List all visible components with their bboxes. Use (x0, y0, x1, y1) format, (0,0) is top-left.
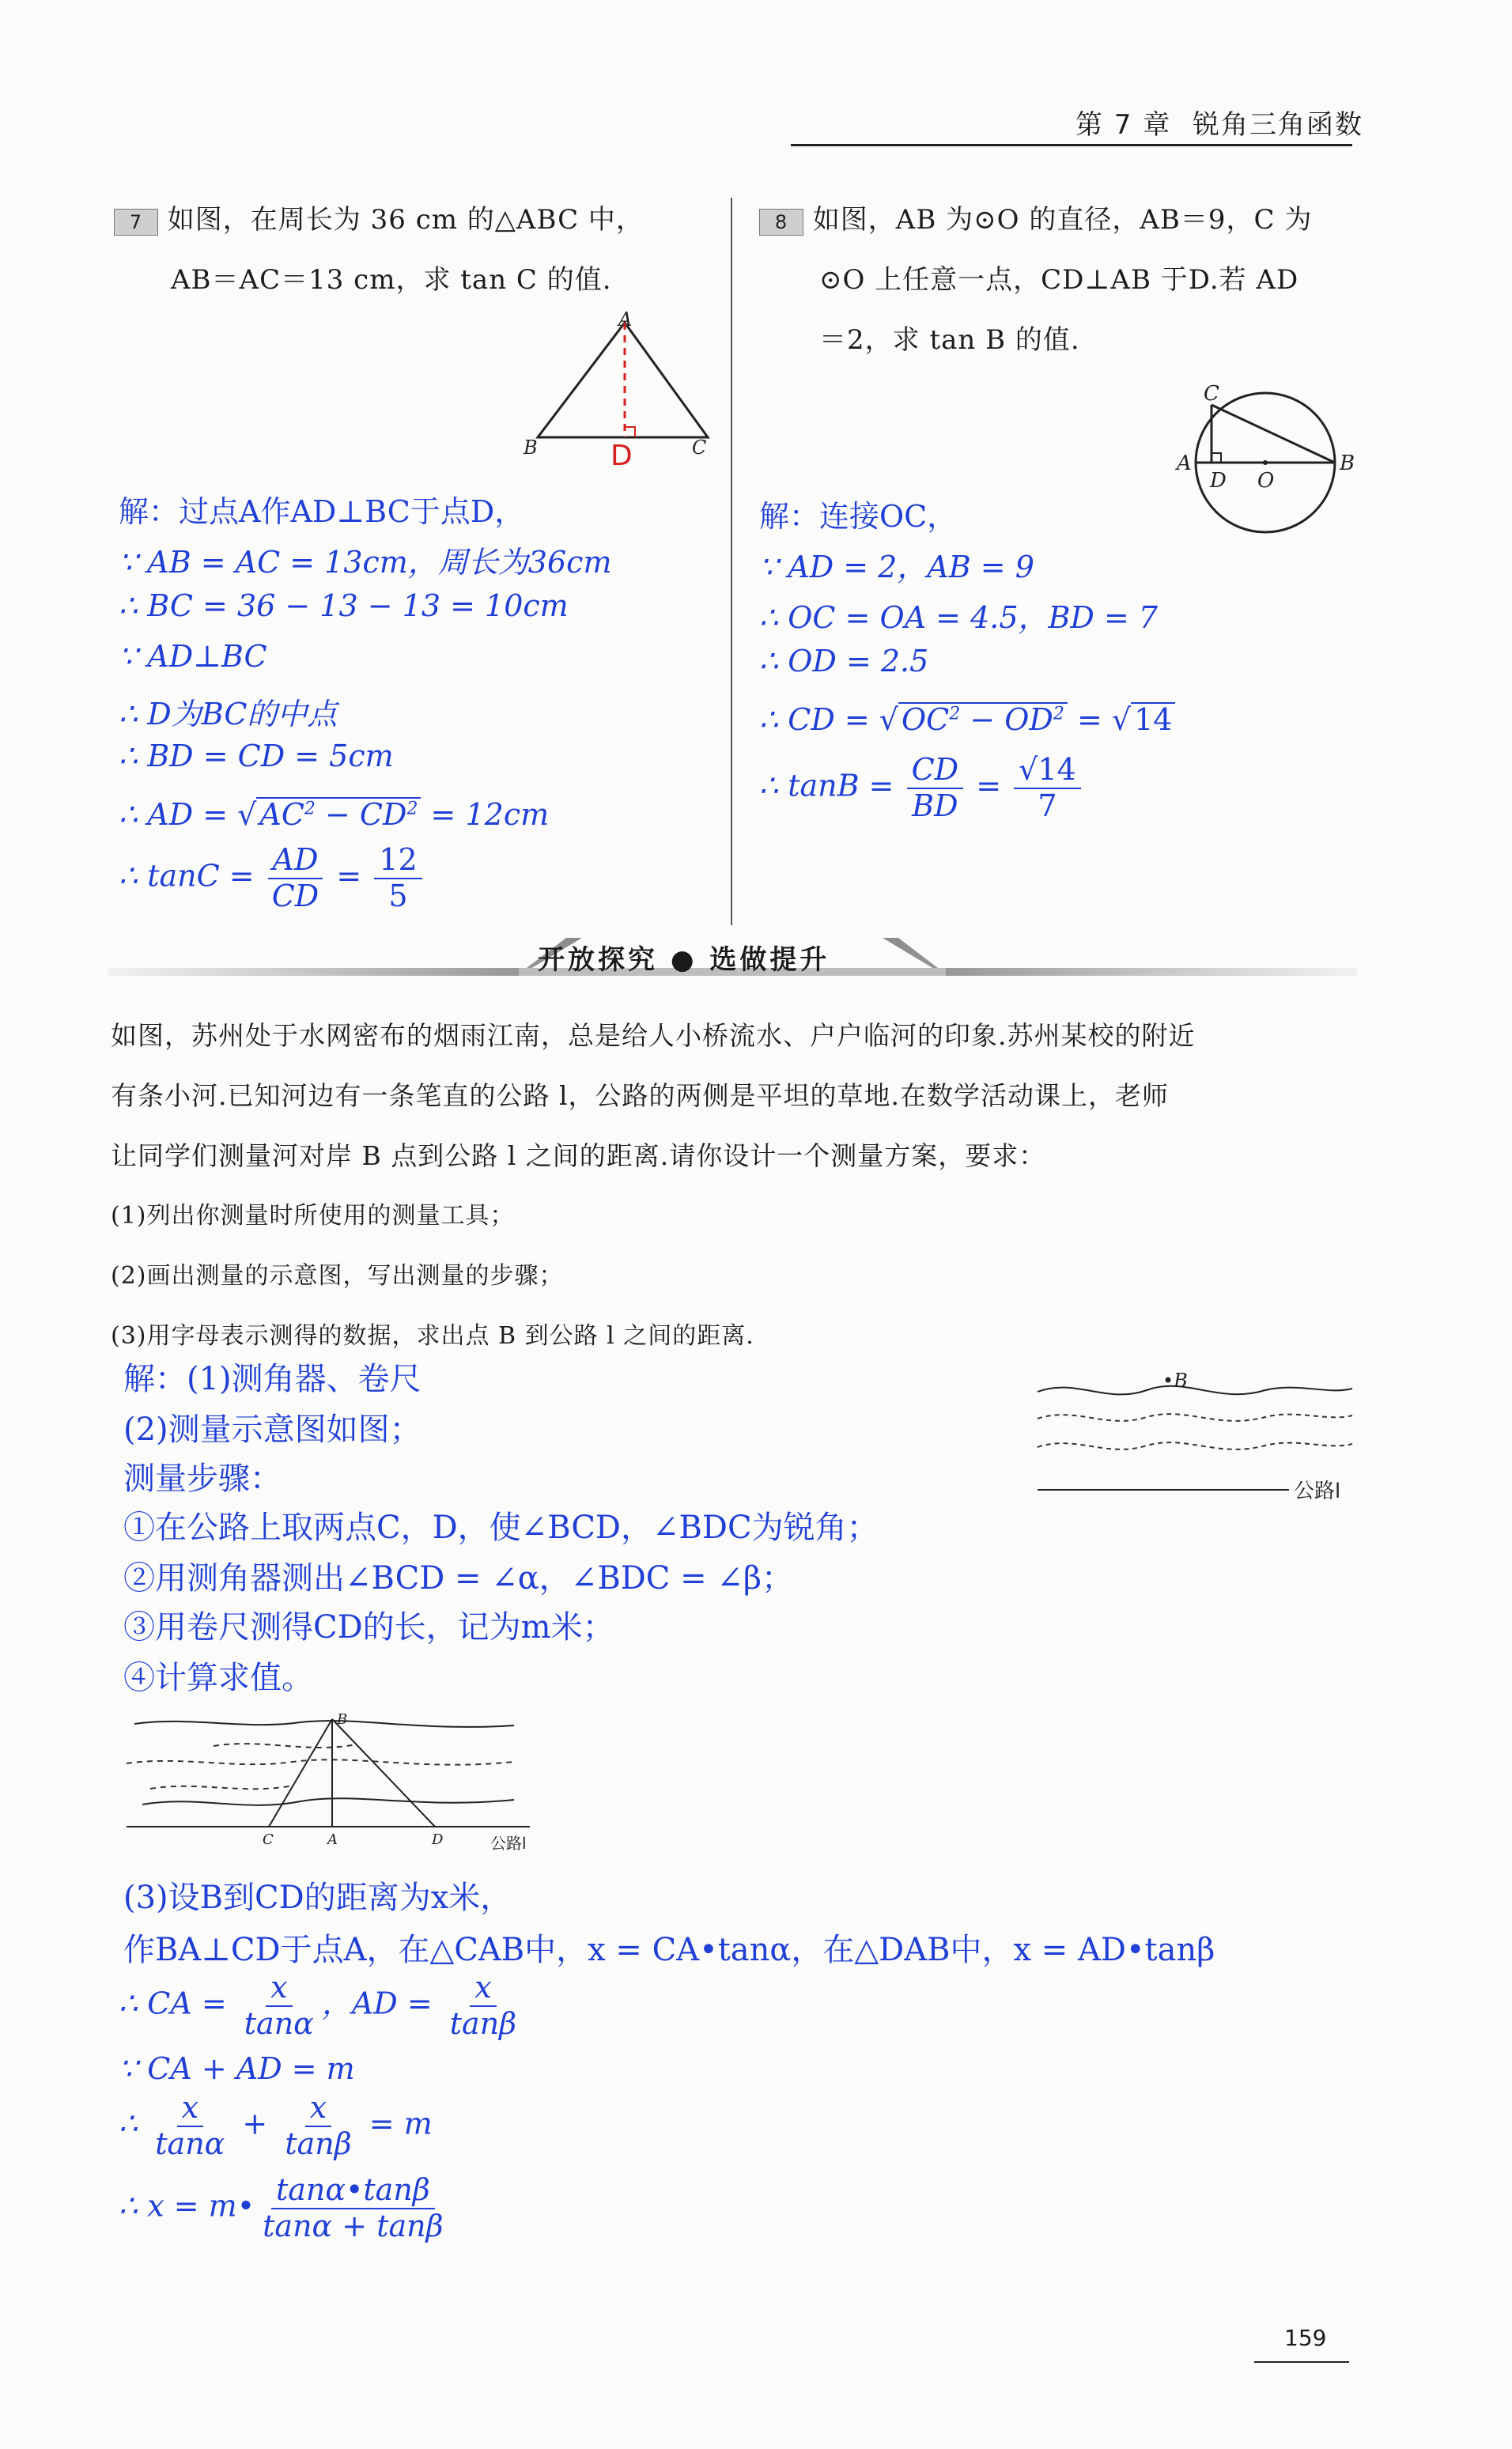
chapter-title: 锐角三角函数 (1193, 109, 1363, 141)
measure-label-road: 公路l (490, 1834, 527, 1853)
problem-8-line3: ＝2，求 tan B 的值. (819, 324, 1080, 356)
explore-req-2: (3)用字母表示测得的数据，求出点 B 到公路 l 之间的距离. (111, 1322, 754, 1350)
p7-tan-line (119, 842, 425, 913)
final-prefix: ∴ x = m• (119, 2188, 255, 2224)
ex-sol-1: (2)测量示意图如图； (123, 1412, 421, 1448)
x-eq: = m (359, 2106, 433, 2141)
fig8-label-C: C (1204, 382, 1219, 406)
p7-tan-prefix: ∴ tanC = (119, 858, 264, 894)
fig8-label-D: D (1210, 469, 1227, 493)
ca-line (119, 1972, 524, 2040)
x-den1: tanα (155, 2126, 225, 2161)
problem-7-badge: 7 (114, 209, 158, 236)
measure-label-B: B (337, 1711, 348, 1728)
problem-7-line1 (114, 198, 644, 236)
page-number: 159 (1284, 2325, 1327, 2351)
p7-ad-radicand (256, 797, 421, 832)
p8-result: 14 (1131, 702, 1175, 737)
final-num: tanα•tanβ (271, 2175, 435, 2209)
ad-num: x (470, 1972, 496, 2007)
p7-eq: = (327, 858, 372, 894)
x-frac-1 (150, 2092, 229, 2160)
problem-8-line2: ⊙O 上任意一点，CD⊥AB 于D.若 AD (819, 264, 1299, 296)
p8-den1: BD (912, 788, 958, 823)
sqrt-sign: √ (237, 797, 257, 832)
x-den2: tanβ (285, 2126, 352, 2161)
ex-sol-4: ②用测角器测出∠BCD = ∠α，∠BDC = ∠β； (123, 1560, 793, 1597)
river-figure (1028, 1360, 1376, 1510)
p8-sup-b: 2 (1053, 704, 1064, 724)
sum-line: ∵ CA + AD = m (119, 2051, 355, 2086)
problem-7-text1: 如图，在周长为 36 cm 的△ABC 中， (167, 204, 644, 236)
p7-sol-5: ∴ BD = CD = 5cm (119, 739, 394, 773)
sqrt-sign: √ (879, 702, 899, 737)
explore-para-2: 让同学们测量河对岸 B 点到公路 l 之间的距离.请你设计一个测量方案，要求： (111, 1140, 1046, 1171)
p7-frac-2 (374, 842, 421, 913)
p7-num1: AD (268, 845, 323, 879)
ex-sol-3: ①在公路上取两点C，D，使∠BCD，∠BDC为锐角； (123, 1510, 879, 1546)
explore-req-0: (1)列出你测量时所使用的测量工具； (111, 1202, 515, 1230)
ex-sol3-1: 作BA⊥CD于点A，在△CAB中，x = CA•tanα，在△DAB中，x = AD•tanβ (123, 1932, 1215, 1968)
p7-frac-1 (267, 842, 324, 913)
ca-num: x (266, 1972, 292, 2007)
problem-7-line2: AB＝AC＝13 cm，求 tan C 的值. (171, 264, 612, 296)
p7-den1: CD (271, 878, 319, 913)
p7-num2: 12 (374, 845, 421, 879)
p8-den2: 7 (1038, 788, 1057, 823)
p7-sol-2: ∴ BC = 36 − 13 − 13 = 10cm (119, 588, 569, 623)
sqrt-sign: √ (1111, 702, 1132, 737)
p8-frac-1 (907, 754, 964, 822)
final-line (119, 2172, 452, 2243)
ad-frac (445, 1972, 521, 2040)
p7-sol-3: ∵ AD⊥BC (119, 639, 267, 674)
problem-8-line1 (759, 198, 1312, 236)
p8-cd-line (759, 702, 1175, 737)
p7-radicand-a: AC (259, 797, 304, 832)
p8-tan-line (759, 754, 1084, 822)
ad-prefix: ，AD = (321, 1986, 442, 2021)
p8-num2: √14 (1014, 754, 1081, 789)
ca-prefix: ∴ CA = (119, 1986, 236, 2021)
fig8-label-O: O (1257, 469, 1275, 493)
p7-sol-0: 解：过点A作AD⊥BC于点D， (119, 494, 525, 529)
p8-sol-0: 解：连接OC， (759, 499, 958, 534)
chapter-label: 第 7 章 (1075, 109, 1172, 141)
x-line (119, 2092, 433, 2160)
explore-para-0: 如图，苏州处于水网密布的烟雨江南，总是给人小桥流水、户户临河的印象.苏州某校的附近 (111, 1020, 1196, 1051)
p7-sup-a: 2 (304, 799, 316, 819)
measure-figure (119, 1708, 546, 1866)
x-num2: x (305, 2092, 331, 2127)
fig8-label-A: A (1177, 452, 1192, 475)
x-frac-2 (280, 2092, 356, 2160)
explore-req-1: (2)画出测量的示意图，写出测量的步骤； (111, 1262, 564, 1290)
ca-frac (240, 1972, 319, 2040)
x-plus: + (232, 2106, 278, 2141)
triangle-figure (514, 307, 728, 465)
final-frac (258, 2172, 448, 2243)
p8-eq: = (1067, 702, 1112, 737)
p7-ad-line (119, 797, 549, 832)
ca-den: tanα (244, 2005, 314, 2041)
final-den: tanα + tanβ (263, 2208, 444, 2243)
measure-label-D: D (432, 1831, 444, 1848)
p7-sup-b: 2 (406, 799, 418, 819)
fig7-label-D: D (610, 440, 633, 465)
p8-eq2: = (966, 768, 1011, 803)
ex-sol-2: 测量步骤： (123, 1461, 282, 1497)
problem-8-text1: 如图，AB 为⊙O 的直径，AB＝9，C 为 (812, 204, 1313, 236)
p8-sol-2: ∴ OC = OA = 4.5，BD = 7 (759, 600, 1159, 635)
x-prefix: ∴ (119, 2106, 148, 2141)
p8-sup-a: 2 (949, 704, 961, 724)
p7-sol-1: ∵ AB = AC = 13cm，周长为36cm (119, 545, 612, 580)
p7-den2: 5 (388, 878, 408, 913)
p7-ad-suffix: = 12cm (421, 797, 550, 832)
circle-figure (1162, 372, 1368, 546)
p7-sol-4: ∴ D为BC的中点 (119, 697, 338, 731)
p8-num1: CD (907, 754, 964, 789)
p8-sol-3: ∴ OD = 2.5 (759, 644, 929, 678)
fig7-label-C: C (692, 437, 707, 459)
p7-radicand-b: − CD (315, 797, 407, 832)
problem-8-badge: 8 (759, 209, 803, 236)
section-banner-title: 开放探究 ● 选做提升 (538, 944, 830, 976)
measure-label-C: C (263, 1831, 274, 1848)
x-num1: x (177, 2092, 203, 2127)
ad-den: tanβ (449, 2005, 517, 2041)
explore-para-1: 有条小河.已知河边有一条笔直的公路 l，公路的两侧是平坦的草地.在数学活动课上，老师 (111, 1080, 1170, 1111)
p8-tan-prefix: ∴ tanB = (759, 768, 904, 803)
ex-sol-0: 解：(1)测角器、卷尺 (123, 1361, 421, 1397)
ex-sol-6: ④计算求值。 (123, 1660, 313, 1696)
fig7-label-A: A (618, 308, 633, 331)
p8-radicand-a: OC (902, 702, 950, 737)
p8-radicand-b: − OD (960, 702, 1053, 737)
column-divider (731, 198, 732, 925)
ex-sol3-0: (3)设B到CD的距离为x米， (123, 1880, 512, 1916)
footer-rule (1254, 2361, 1349, 2363)
p8-cd-prefix: ∴ CD = (759, 702, 879, 737)
river-label-road: 公路l (1294, 1480, 1341, 1503)
p8-cd-radicand (898, 702, 1068, 737)
river-label-B: •B (1162, 1370, 1188, 1392)
ex-sol-5: ③用卷尺测得CD的长，记为m米； (123, 1609, 614, 1646)
p8-frac-2 (1014, 754, 1081, 822)
fig8-label-B: B (1340, 452, 1355, 475)
p8-sol-1: ∵ AD = 2，AB = 9 (759, 550, 1034, 584)
header-rule (791, 144, 1352, 146)
measure-label-A: A (327, 1831, 338, 1848)
fig7-label-B: B (524, 437, 538, 459)
p7-ad-prefix: ∴ AD = (119, 797, 238, 832)
